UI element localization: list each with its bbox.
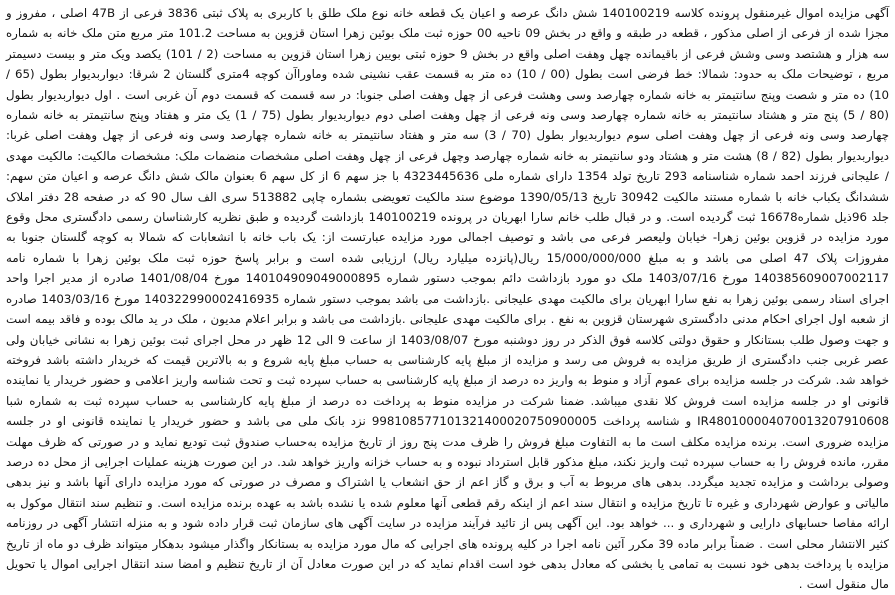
notice-body-text: آگهی مزایده اموال غیرمنقول پرونده کلاسه 140100219 شش دانگ عرصه و اعیان یک قطعه خانه نوع ملک طلق با کاربری به پلاک ثبتی 3836 فرعی از 47B اصلی ، مفروز و مجزا شده از فرعی از اصلی مذکور ، قطعه در طبقه و واقع در بخش 09 ناحیه 00 حوزه ثبت ملک بوئین زهرا استان قزوین به مساحت 101.2 متر مربع متن ملک خانه به شماره سه هزار و هشتصد وسی وشش فرعی از باقیمانده چهل وهفت اصلی واقع در بخش 9 حوزه ثبتی بویین زهرا استان قزوین به مساحت (2 / 101) یکصد ویک متر و بیست دسیمتر مربع ، توضیحات ملک به حدود: شمالا: خط فرضی است بطول (00 / 10) ده متر به قسمت عقب نشینی شده وماوراآن کوچه 4متری گلستان 2 شرقا: دیواربدیوار بطول (65 / 10) ده متر و شصت وپنج سانتیمتر به خانه شماره چهارصد وسی وهشت فرعی از چهل وهفت اصلی جنوبا: در سه قسمت که قسمت دوم آن غربی است . اول دیواربدیوار بطول (80 / 5) پنج متر و هشتاد سانتیمتر به خانه شماره چهارصد وسی ونه فرعی از چهل وهفت اصلی دوم دیواربدیوار بطول (75 / 1) یک متر و هفتاد وپنج سانتیمتر به خانه شماره چهارصد وسی ونه فرعی از چهل وهفت اصلی سوم دیواربدیوار بطول (70 / 3) سه متر و هفتاد سانتیمتر به خانه شماره چهارصد وسی ونه فرعی از چهل وهفت اصلی غربا: دیواربدیوار بطول (82 / 8) هشت متر و هشتاد ودو سانتیمتر به خانه شماره چهارصد وچهل فرعی از چهل وهفت اصلی مشخصات منضمات ملک: مشخصات مالکیت: مالکیت مهدی / علیجانی فرزند احمد شماره شناسنامه 293 تاریخ تولد 1354 دارای شماره ملی 4323445636 با جز سهم 6 از کل سهم 6 بعنوان مالک شش دانگ عرصه و اعیان متن سهم: ششدانگ یکباب خانه با شماره مستند مالکیت 30942 تاریخ 1390/05/13 موضوع سند مالکیت تعویضی بشماره چاپی 513882 سری الف سال 90 که در صفحه 28 دفتر املاک جلد 96ذیل شماره16678 ثبت گردیده است. و در قبال طلب خانم سارا ابهریان در پرونده 140100219 بازداشت گردیده و طبق نظریه کارشناسان رسمی دادگستری محل وقوع مورد مزایده در قزوین بوئین زهرا- خیابان ولیعصر فرعی می باشد و توصیف اجمالی مورد مزایده عبارتست از: یک باب خانه با انشعابات که شمالا به کوچه گلستان جنوبا به مفروزات پلاک 47 اصلی می باشد و به مبلغ 15/000/000/000 ریال(پانزده میلیارد ریال) ارزیابی شده است و برابر پاسخ حوزه ثبت ملک بوئین زهرا با شماره نامه 140385609007002117 مورخ 1403/07/16 ملک دو مورد بازداشت دائم بموجب دستور شماره 140104909049000895 مورخ 1401/08/04 صادره از مدیر اجرا واحد اجرای اسناد رسمی بوئین زهرا به نفع سارا ابهریان برای مالکیت مهدی علیجانی .بازداشت می باشد بموجب دستور شماره 140322990002416935 مورخ 1403/03/16 صادره از شعبه اول اجرای احکام مدنی دادگستری شهرستان قزوین به نفع . برای مالکیت مهدی علیجانی .بازداشت می باشد و برابر اعلام مدیون ، ملک در ید مالک بوده و فاقد بیمه است و جهت وصول طلب بستانکار و حقوق دولتی کلاسه فوق الذکر در روز دوشنبه مورخ 1403/08/07 از ساعت 9 الی 12 ظهر در محل اجرای ثبت بوئین زهرا به نشانی خیابان ولی عصر غربی جنب دادگستری از طریق مزایده به فروش می رسد و مزایده از مبلغ پایه کارشناسی به حساب مبلغ پایه شروع و به بالاترین قیمت که خریدار داشته باشد فروخته خواهد شد. شرکت در جلسه مزایده برای عموم آزاد و منوط به واریز ده درصد از مبلغ پایه کارشناسی به حساب سپرده ثبت و تحت شناسه واریز اعلامی و حضور خریدار یا نماینده قانونی او در جلسه مزایده است فروش کلا نقدی میباشد. ضمنا شرکت در مزایده منوط به پرداخت ده درصد از مبلغ پایه کارشناسی به حساب سپرده ثبت به شماره شبا IR480100004070013207910608 و شناسه پرداخت 998108577101321400020750900005 نزد بانک ملی می باشد و حضور خریدار یا نماینده قانونی او در جلسه مزایده ضروری است. برنده مزایده مکلف است ما به التفاوت مبلغ فروش را ظرف مدت پنج روز از تاریخ مزایده به‌حساب صندوق ثبت تودیع نماید و در صورتی که ظرف مهلت مقرر، مانده فروش را به حساب سپرده ثبت واریز نکند، مبلغ مذکور قابل استرداد نبوده و به حساب خزانه واریز خواهد شد. در این صورت هزینه عملیات اجرایی از محل ده درصد وصولی برداشت و مزایده تجدید میگردد. بدهی های مربوط به آب و برق و گاز اعم از حق انشعاب یا اشتراک و مصرف در صورتی که مورد مزایده دارای آنها باشد و نیز بدهی مالیاتی و عوارض شهرداری و غیره تا تاریخ مزایده و انتقال سند اعم از اینکه رقم قطعی آنها معلوم شده یا نشده باشد به عهده برنده مزایده است. و تنظیم سند انتقال موکول به ارائه مفاصا حسابهای دارایی و شهرداری و ... خواهد بود. این آگهی پس از تائید فرآیند مزایده در سایت آگهی های سازمان ثبت قرار داده شود و به منزله انتشار آگهی در روزنامه کثیر الانتشار محلی است . ضمناً برابر ماده 39 مکرر آئین نامه اجرا در کلیه پرونده های اجرایی که مال مورد مزایده به بستانکار واگذار میشود بدهکار میتواند ظرف دو ماه از تاریخ مزایده با پرداخت بدهی خود نسبت به تمامی یا بخشی که معادل بدهی خود است اقدام نماید که در این صورت معادل آن از تاریخ تنظیم و امضا سند انتقال اجرایی اموال یا تحویل مال منقول است . xyxy=(6,6,890,592)
